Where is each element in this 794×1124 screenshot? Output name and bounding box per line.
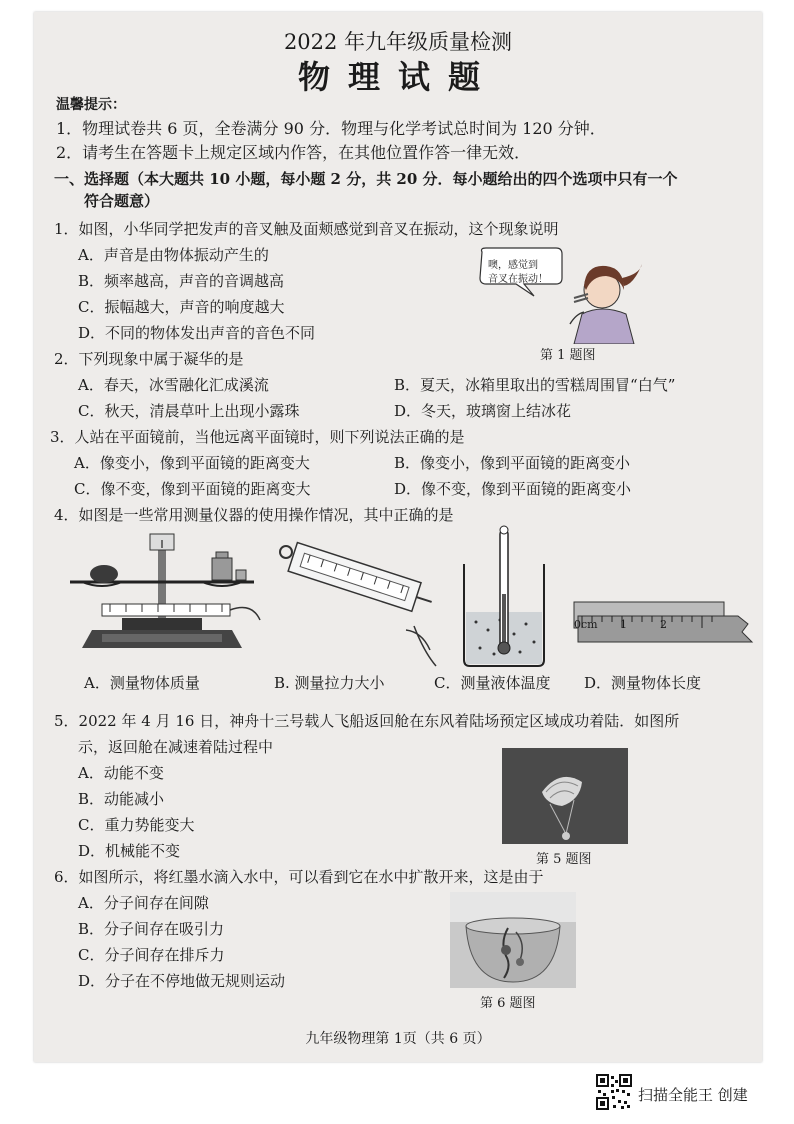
q1-option-b: B．频率越高，声音的音调越高 bbox=[78, 272, 285, 290]
q3-option-b: B．像变小，像到平面镜的距离变小 bbox=[394, 454, 631, 472]
q4-option-c: C．测量液体温度 bbox=[434, 674, 551, 692]
q1-bubble-line1: 噢，感觉到 bbox=[488, 260, 538, 271]
q6-option-c: C．分子间存在排斥力 bbox=[78, 946, 225, 964]
section-heading-cont: 符合题意） bbox=[84, 192, 160, 210]
q1-option-c: C．振幅越大，声音的响度越大 bbox=[78, 298, 285, 316]
qr-code-icon bbox=[596, 1074, 632, 1114]
section-heading: 一、选择题（本大题共 10 小题，每小题 2 分，共 20 分．每小题给出的四个选项中只有一个 bbox=[54, 170, 678, 188]
tips-heading: 温馨提示： bbox=[56, 97, 126, 113]
watermark-text: 扫描全能王 创建 bbox=[638, 1085, 748, 1104]
q2-stem: 2．下列现象中属于凝华的是 bbox=[54, 350, 244, 368]
q4-ruler-label-2: 2 bbox=[660, 618, 667, 631]
q1-option-a: A．声音是由物体振动产生的 bbox=[78, 246, 269, 264]
q4-option-d: D．测量物体长度 bbox=[584, 674, 702, 692]
tip-1: 1．物理试卷共 6 页，全卷满分 90 分．物理与化学考试总时间为 120 分钟． bbox=[56, 119, 606, 138]
q5-stem-cont: 示，返回舱在减速着陆过程中 bbox=[78, 738, 274, 756]
q2-option-b: B．夏天，冰箱里取出的雪糕周围冒“白气” bbox=[394, 376, 676, 394]
q3-option-a: A．像变小，像到平面镜的距离变大 bbox=[74, 454, 310, 472]
q5-option-b: B．动能减小 bbox=[78, 790, 165, 808]
q6-figure-caption: 第 6 题图 bbox=[480, 996, 536, 1011]
q3-option-d: D．像不变，像到平面镜的距离变小 bbox=[394, 480, 632, 498]
scanner-watermark bbox=[596, 1074, 748, 1114]
q3-option-c: C．像不变，像到平面镜的距离变大 bbox=[74, 480, 311, 498]
q5-figure-return-capsule bbox=[502, 748, 628, 844]
q4-option-a: A．测量物体质量 bbox=[84, 674, 200, 692]
q6-option-a: A．分子间存在间隙 bbox=[78, 894, 209, 912]
q2-option-d: D．冬天，玻璃窗上结冰花 bbox=[394, 402, 572, 420]
q5-option-d: D．机械能不变 bbox=[78, 842, 181, 860]
q4-ruler-label-0: 0cm bbox=[574, 618, 598, 631]
q4-figure-balance bbox=[62, 530, 262, 670]
q4-stem: 4．如图是一些常用测量仪器的使用操作情况，其中正确的是 bbox=[54, 506, 454, 524]
q5-figure-caption: 第 5 题图 bbox=[536, 852, 592, 867]
q4-option-b: B. 测量拉力大小 bbox=[274, 674, 385, 692]
q5-option-a: A．动能不变 bbox=[78, 764, 164, 782]
page-footer: 九年级物理第 1页（共 6 页） bbox=[305, 1031, 491, 1047]
q1-figure-caption: 第 1 题图 bbox=[540, 348, 596, 363]
q1-option-d: D．不同的物体发出声音的音色不同 bbox=[78, 324, 316, 342]
q2-option-a: A．春天，冰雪融化汇成溪流 bbox=[78, 376, 269, 394]
q4-figure-thermometer-beaker bbox=[454, 524, 554, 670]
q5-option-c: C．重力势能变大 bbox=[78, 816, 195, 834]
q6-stem: 6．如图所示，将红墨水滴入水中，可以看到它在水中扩散开来，这是由于 bbox=[54, 868, 544, 886]
exam-title: 2022 年九年级质量检测 bbox=[283, 30, 513, 54]
exam-subject: 物理试题 bbox=[297, 58, 498, 96]
q2-option-c: C．秋天，清晨草叶上出现小露珠 bbox=[78, 402, 300, 420]
q4-figure-spring-scale bbox=[274, 532, 444, 672]
q4-ruler-label-1: 1 bbox=[620, 618, 627, 631]
tip-2: 2．请考生在答题卡上规定区域内作答，在其他位置作答一律无效． bbox=[56, 143, 531, 162]
q5-stem: 5．2022 年 4 月 16 日，神舟十三号载人飞船返回舱在东风着陆场预定区域成功着陆．如图所 bbox=[54, 712, 680, 730]
q3-stem: 3．人站在平面镜前，当他远离平面镜时，则下列说法正确的是 bbox=[50, 428, 465, 446]
q6-option-b: B．分子间存在吸引力 bbox=[78, 920, 225, 938]
q1-stem: 1．如图，小华同学把发声的音叉触及面颊感觉到音叉在振动，这个现象说明 bbox=[54, 220, 559, 238]
q6-figure-ink-diffusion bbox=[450, 892, 576, 988]
exam-page bbox=[34, 12, 762, 1062]
q1-bubble-line2: 音叉在振动！ bbox=[488, 274, 548, 285]
q6-option-d: D．分子在不停地做无规则运动 bbox=[78, 972, 286, 990]
